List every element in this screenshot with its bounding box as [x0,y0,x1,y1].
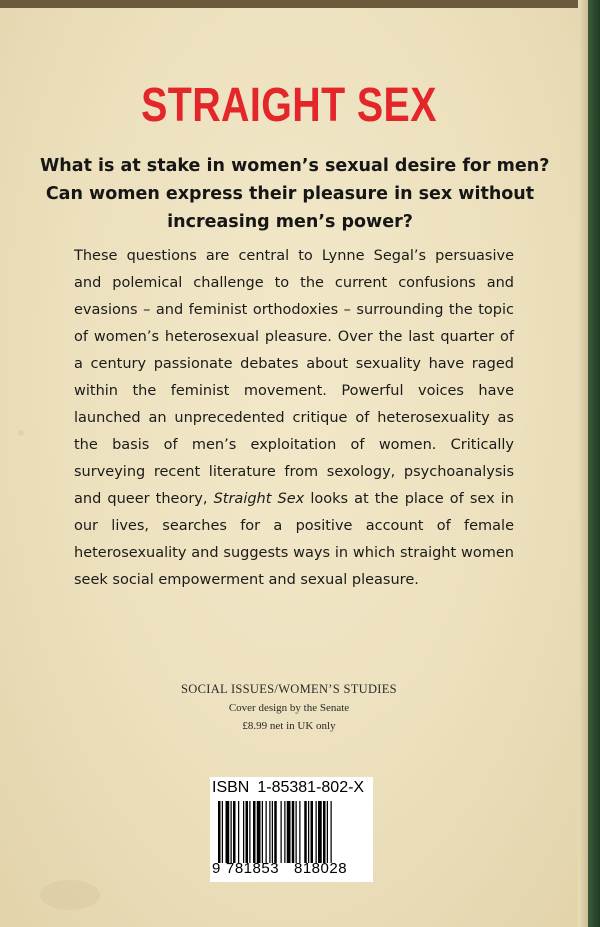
barcode-bar [281,801,282,863]
barcode-bars [218,801,368,863]
tagline-line: What is at stake in women’s sexual desire for men? [40,156,550,176]
barcode-bar [269,801,270,863]
barcode-bar [272,801,273,863]
isbn-label: ISBN [212,779,250,796]
barcode-bar [287,801,291,863]
barcode-bar [292,801,295,863]
barcode-bar [308,801,309,863]
barcode-digits [212,860,347,877]
barcode-bar [262,801,263,863]
price: £8.99 net in UK only [242,720,336,732]
isbn-number: 1-85381-802-X [257,779,365,796]
barcode-bar [218,801,221,863]
barcode-bar [257,801,261,863]
barcode-bar [243,801,244,863]
book-title: STRAIGHT SEX [141,79,437,132]
barcode-bar [299,801,300,863]
blurb-text: These questions are central to Lynne Segal’s persuasive and polemical challenge to the current confusions and evasions – and feminist orthodoxies – surrounding the topic of women’s heterosexual pleasure. Over the last quarter of a century passionate debates about sexuality have raged within the feminist movement. Powerful voices have launched an unprecedented critique of heterosexuality as the basis of men’s exploitation of women. Critically surveying recent literature from sexology, psychoanalysis and queer theory, [74,248,514,507]
barcode-bar [249,801,250,863]
barcode-bar [327,801,328,863]
barcode-bar [253,801,256,863]
barcode-bar [323,801,326,863]
barcode-digits-right: 818028 [294,860,348,877]
paper-blemish [40,880,100,910]
top-edge-strip [0,0,588,8]
barcode-bar [266,801,267,863]
page-edge [578,0,588,927]
blurb-book-title-italic: Straight Sex [213,491,305,507]
barcode-bar [331,801,332,863]
barcode-bar [233,801,236,863]
barcode-bar [304,801,307,863]
barcode-bar [318,801,322,863]
barcode-bar [226,801,230,863]
paper-blemish [18,430,24,436]
isbn-barcode [210,777,373,882]
blurb-text: looks at the place of sex in our lives, searches for a positive account of female heterosexuality and suggests ways in which straight women seek social empowerment and sexual pleasure. [74,491,514,588]
isbn-line [212,779,372,797]
publishing-info [0,679,578,735]
barcode-digits-left: 781853 [226,860,280,877]
barcode-bar [222,801,223,863]
tagline-line: Can women express their pleasure in sex without [45,184,535,204]
barcode-bar [311,801,314,863]
blurb-paragraph [74,243,514,594]
barcode-digit-first: 9 [212,860,221,877]
barcode-bar [274,801,277,863]
barcode-bar [284,801,285,863]
barcode-bar [238,801,239,863]
tagline-questions [40,152,550,236]
barcode-bar [296,801,297,863]
green-spine-edge [588,0,600,927]
subject-category: SOCIAL ISSUES/WOMEN’S STUDIES [181,682,397,696]
barcode-bar [231,801,232,863]
design-credit: Cover design by the Senate [228,702,350,714]
barcode-bar [246,801,249,863]
barcode-bar [316,801,317,863]
tagline-line: increasing men’s power? [167,212,413,232]
